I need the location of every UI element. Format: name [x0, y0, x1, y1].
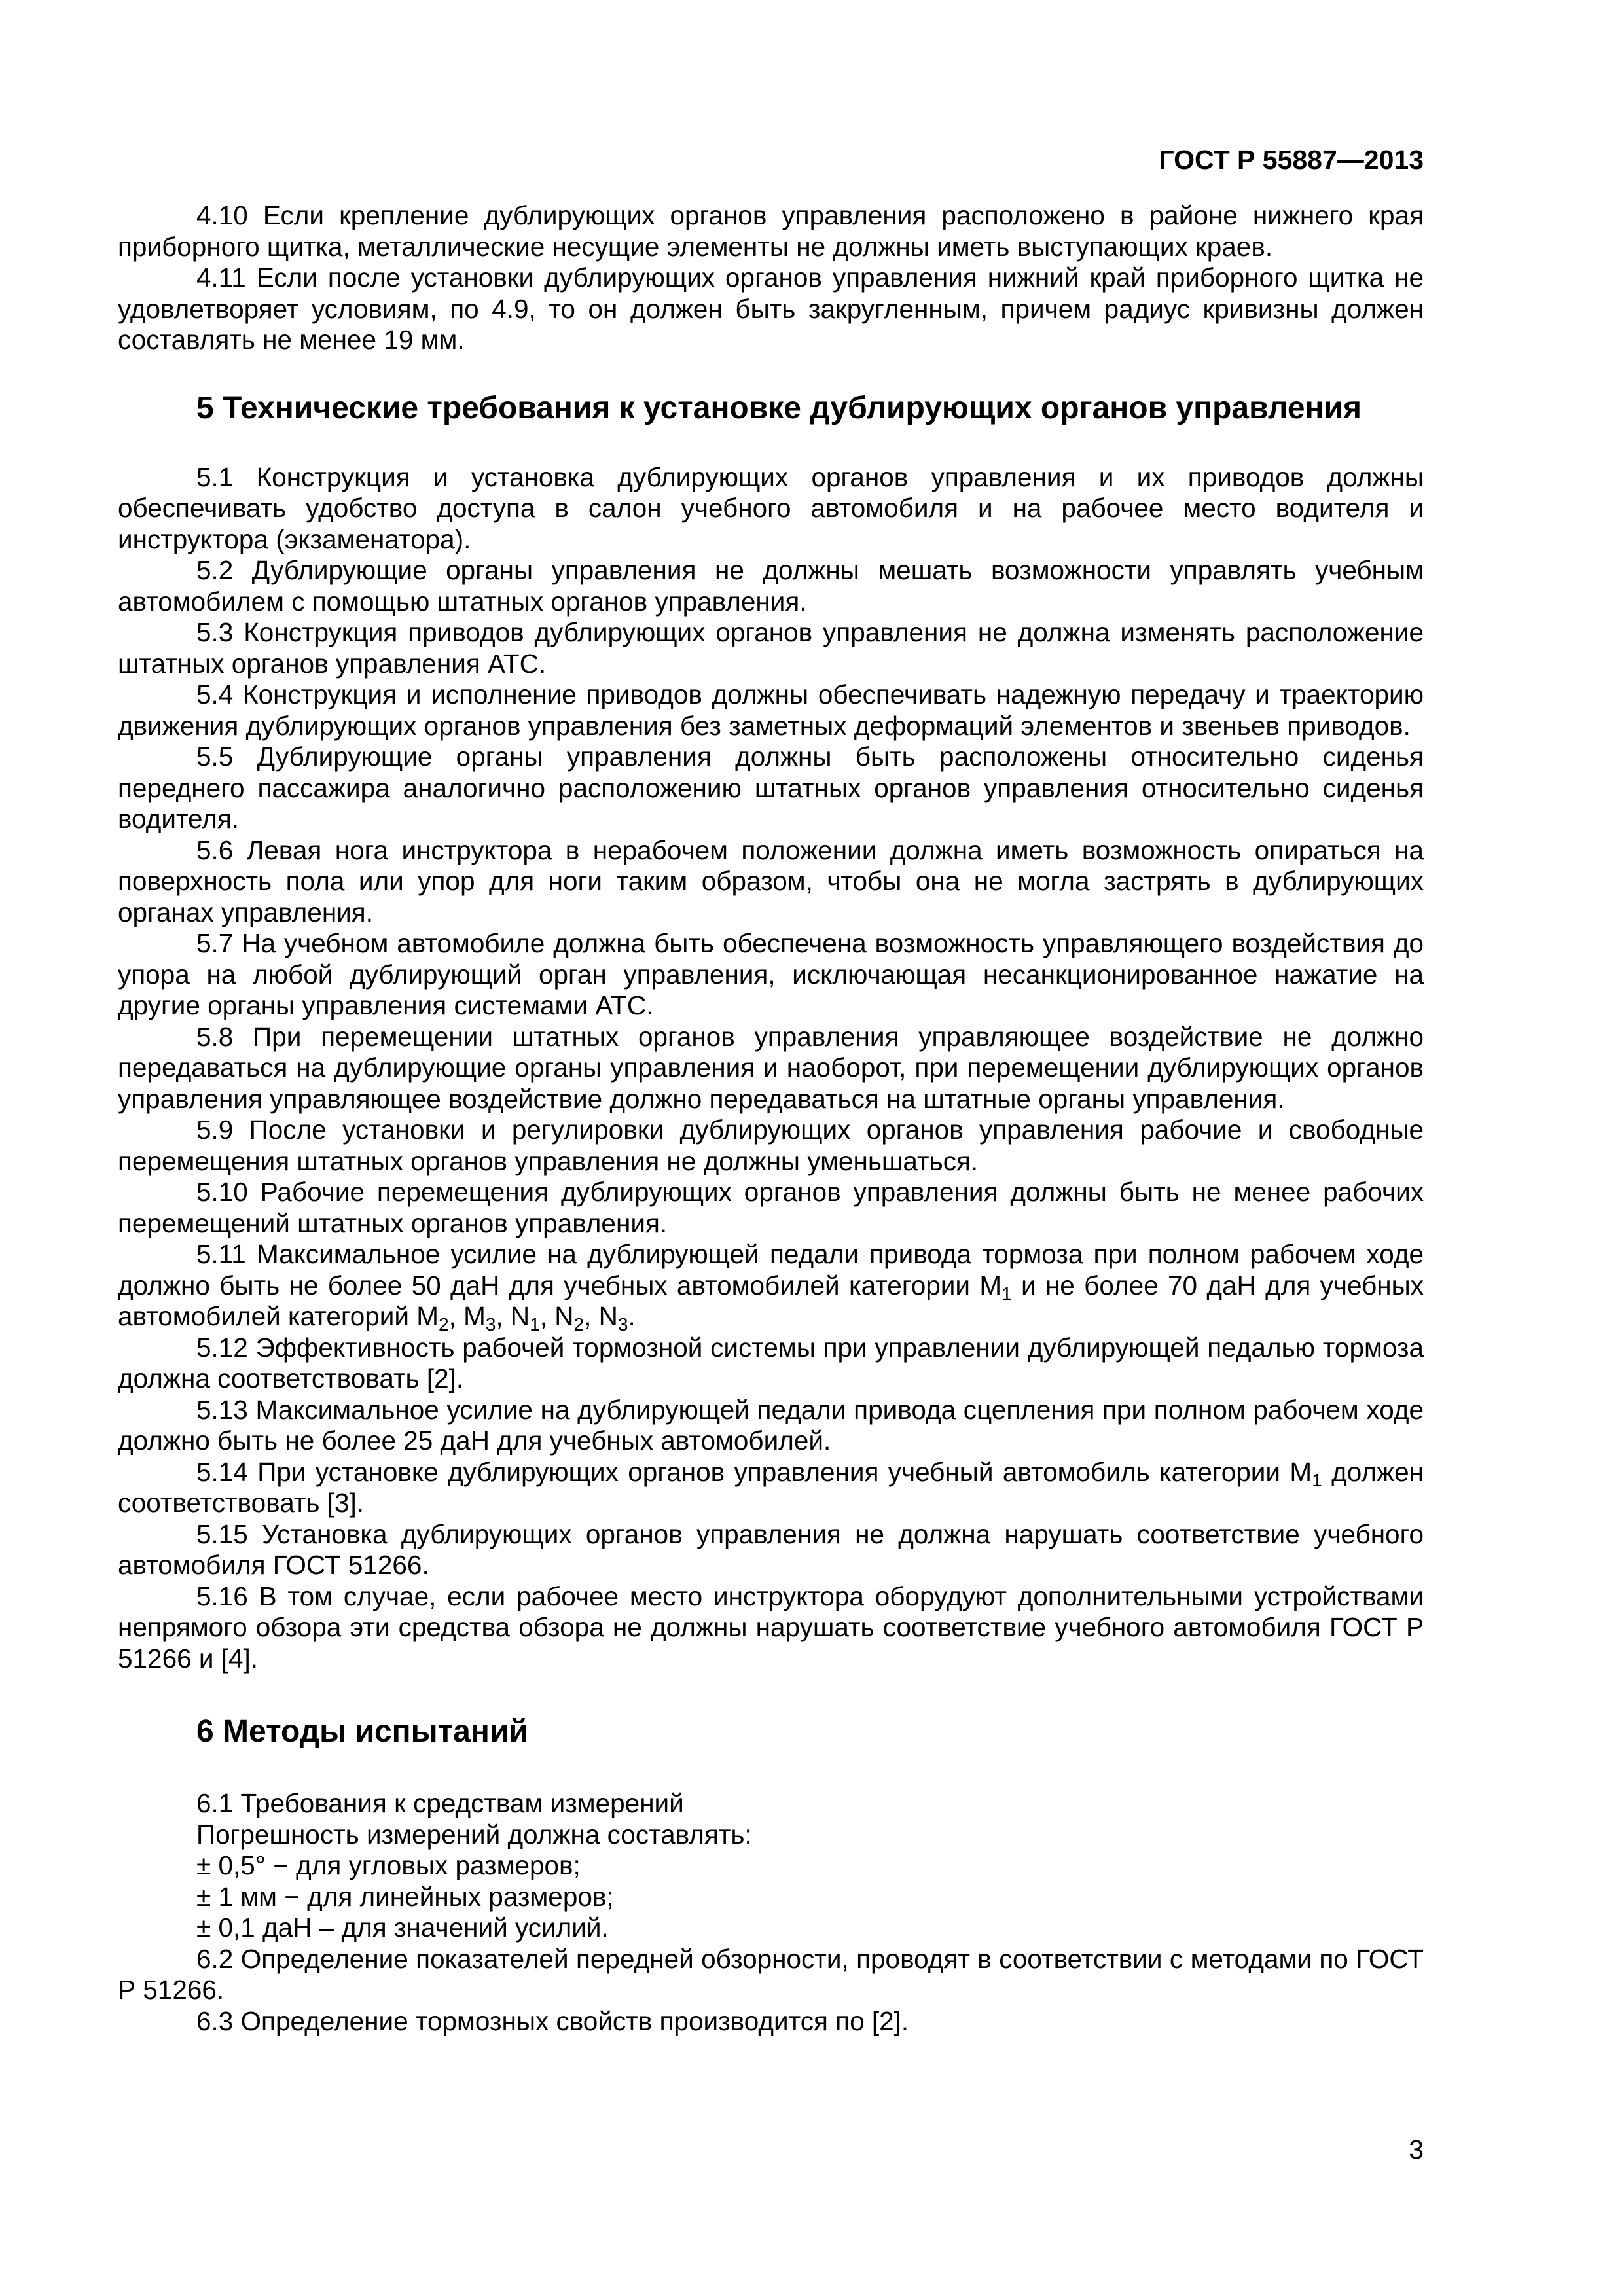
clause-6-3: 6.3 Определение тормозных свойств производится по [2].: [196, 2005, 909, 2036]
page-number: 3: [1409, 2134, 1424, 2164]
clause-5-3: 5.3 Конструкция приводов дублирующих органов управления не должна изменять расположение штатных органов управления АТС.: [118, 617, 1424, 679]
clause-5-8: 5.8 При перемещении штатных органов управления управляющее воздействие не должно передаваться на дублирующие органы управления и наоборот, при перемещении дублирующих органов управления управляющее воздействие должно передаваться на штатные органы управления.: [118, 1021, 1424, 1114]
subscript: 3: [485, 1314, 496, 1335]
clause-5-14-text-a: 5.14 При установке дублирующих органов управления учебный автомобиль категории М: [196, 1456, 1312, 1487]
clause-5-5: 5.5 Дублирующие органы управления должны быть расположены относительно сиденья переднего пассажира аналогично расположению штатных органов управления относительно сиденья водителя.: [118, 742, 1424, 834]
clause-5-10: 5.10 Рабочие перемещения дублирующих органов управления должны быть не менее рабочих перемещений штатных органов управления.: [118, 1177, 1424, 1238]
clause-4-10: 4.10 Если крепление дублирующих органов управления расположено в районе нижнего края приборного щитка, металлические несущие элементы не должны иметь выступающих краев.: [118, 200, 1424, 262]
clause-5-2: 5.2 Дублирующие органы управления не должны мешать возможности управлять учебным автомобилем с помощью штатных органов управления.: [118, 555, 1424, 617]
document-header-code: ГОСТ Р 55887—2013: [1159, 145, 1424, 175]
clause-5-16: 5.16 В том случае, если рабочее место инструктора оборудуют дополнительными устройствами непрямого обзора эти средства обзора не должны нарушать соответствие учебного автомобиля ГОСТ Р 51266 и [4].: [118, 1581, 1424, 1674]
separator: , N: [584, 1301, 618, 1331]
clause-5-12: 5.12 Эффективность рабочей тормозной системы при управлении дублирующей педалью тормоза должна соответствовать [2].: [118, 1332, 1424, 1393]
accuracy-linear: ± 1 мм − для линейных размеров;: [196, 1881, 614, 1912]
clause-5-4: 5.4 Конструкция и исполнение приводов должны обеспечивать надежную передачу и траекторию движения дублирующих органов управления без заметных деформаций элементов и звеньев приводов.: [118, 679, 1424, 741]
clause-5-11-text-b: и не более 70 даН для учебных автомобилей категорий М: [118, 1270, 1424, 1331]
subscript: 1: [1312, 1469, 1322, 1490]
subscript: 2: [573, 1314, 585, 1335]
separator: , М: [448, 1301, 486, 1331]
accuracy-angle: ± 0,5° − для угловых размеров;: [196, 1850, 581, 1880]
subscript: 1: [1001, 1283, 1012, 1304]
clause-end: .: [628, 1301, 636, 1331]
clause-6-1: 6.1 Требования к средствам измерений: [196, 1788, 684, 1818]
subscript: 2: [439, 1314, 449, 1335]
clause-5-11-text-a: 5.11 Максимальное усилие на дублирующей педали привода тормоза при полном рабочем ходе должно быть не более 50 даН для учебных автомобилей категории М: [118, 1239, 1424, 1300]
accuracy-force: ± 0,1 даН – для значений усилий.: [196, 1912, 609, 1943]
subscript: 1: [530, 1314, 540, 1335]
clause-4-11: 4.11 Если после установки дублирующих органов управления нижний край приборного щитка не удовлетворяет условиям, по 4.9, то он должен быть закругленным, причем радиус кривизны должен составлять не менее 19 мм.: [118, 262, 1424, 355]
separator: , N: [539, 1301, 574, 1331]
clause-5-14-text-b: должен соответствовать [3].: [118, 1456, 1424, 1518]
clause-5-7: 5.7 На учебном автомобиле должна быть обеспечена возможность управляющего воздействия до упора на любой дублирующий орган управления, исключающая несанкционированное нажатие на другие органы управления системами АТС.: [118, 928, 1424, 1020]
clause-5-15: 5.15 Установка дублирующих органов управления не должна нарушать соответствие учебного автомобиля ГОСТ 51266.: [118, 1518, 1424, 1580]
separator: , N: [496, 1301, 530, 1331]
clause-5-11: [118, 1239, 1424, 1333]
clause-5-1: 5.1 Конструкция и установка дублирующих органов управления и их приводов должны обеспечивать удобство доступа в салон учебного автомобиля и на рабочее место водителя и инструктора (экзаменатора).: [118, 461, 1424, 554]
subscript: 3: [617, 1314, 628, 1335]
document-page: [118, 144, 1424, 2037]
clause-5-9: 5.9 После установки и регулировки дублирующих органов управления рабочие и свободные перемещения штатных органов управления не должны уменьшаться.: [118, 1115, 1424, 1176]
clause-5-6: 5.6 Левая нога инструктора в нерабочем положении должна иметь возможность опираться на поверхность пола или упор для ноги таким образом, чтобы она не могла застрять в дублирующих органах управления.: [118, 834, 1424, 927]
clause-5-13: 5.13 Максимальное усилие на дублирующей педали привода сцепления при полном рабочем ходе должно быть не более 25 даН для учебных автомобилей.: [118, 1394, 1424, 1456]
section-5-title: 5 Технические требования к установке дублирующих органов управления: [196, 390, 1362, 425]
section-6-title: 6 Методы испытаний: [196, 1714, 528, 1749]
accuracy-intro: Погрешность измерений должна составлять:: [196, 1819, 752, 1850]
clause-5-14: [118, 1457, 1424, 1519]
clause-6-2: 6.2 Определение показателей передней обзорности, проводят в соответствии с методами по ГОСТ Р 51266.: [118, 1943, 1424, 2005]
